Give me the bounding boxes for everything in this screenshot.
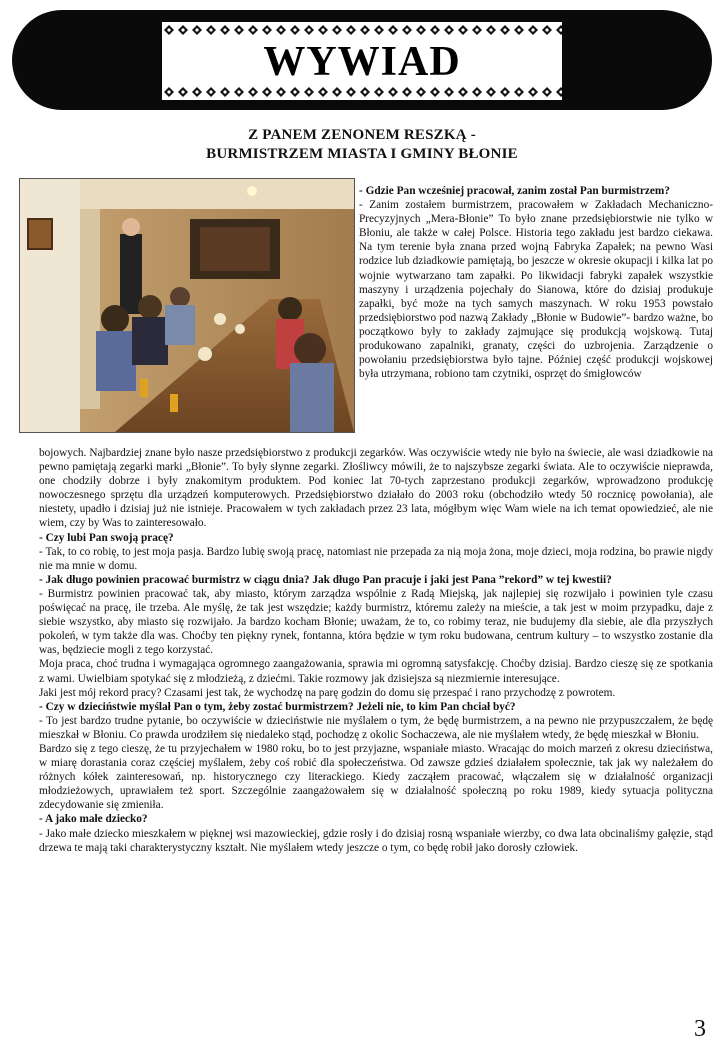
meeting-photo: [19, 178, 355, 433]
answer-paragraph: - Burmistrz powinien pracować tak, aby miasto, którym zarządza wspólnie z Radą Miejską, jak najlepiej się rozwijało i powinien tyle czasu poświęcać na pracę, ile trzeba. Ale myślę, że tak jest wszędzie; każdy burmistrz, któremu zależy na mieście, a tak jest w moim przypadku, daje z siebie wszystko, aby miasto się rozwijało. Ja bardzo kocham Błonie; uważam, że to, co robimy teraz, nie budujemy dla siebie, ale dla przyszłych pokoleń, w tym także dla was. Choćby ten piękny rynek, fontanna, która będzie w tym roku budowana, centrum kultury – to wszystko zostanie dla was, będziecie mogli z tego korzystać.: [39, 587, 713, 657]
meeting-photo-illustration: [20, 179, 354, 432]
answer-paragraph: Bardzo się z tego cieszę, że tu przyjechałem w 1980 roku, bo to jest przyjazne, wspaniałe miasto. Wracając do moich marzeń z okresu dzieciństwa, w miarę dorastania coraz częściej myślałem, żeby coś robić dla społeczeństwa. Od zawsze gdzieś działałem społecznie, tak jak wy należałem do różnych kółek zainteresowań, np. historycznego czy literackiego. Kiedy zacząłem pracować, włączałem się w działalność organizacji młodzieżowych, uprawiałem też sport. Szczególnie zaangażowałem się w działalność społeczną po roku 1989, kiedy sytuacja polityczna zdecydowanie się zmieniła.: [39, 742, 713, 812]
question-paragraph: - Czy w dzieciństwie myślał Pan o tym, żeby zostać burmistrzem? Jeżeli nie, to kim Pan chciał być?: [39, 700, 516, 713]
answer-paragraph: Moja praca, choć trudna i wymagająca ogromnego zaangażowania, sprawia mi ogromną satysfakcję. Choćby dzisiaj. Bardzo cieszę się ze spotkania z wami. Uwielbiam spotykać się z młodzieżą, z dziećmi. Takie rozmowy jak dzisiejsza są niezmiernie interesujące.: [39, 658, 713, 685]
masthead-title-box: [162, 22, 562, 100]
question-paragraph: - Gdzie Pan wcześniej pracował, zanim został Pan burmistrzem?: [359, 185, 670, 197]
page-number: 3: [694, 1016, 706, 1042]
article-intro-column: [359, 184, 713, 446]
article-headline-line-2: BURMISTRZEM MIASTA I GMINY BŁONIE: [206, 146, 518, 162]
answer-paragraph: - To jest bardzo trudne pytanie, bo oczywiście w dzieciństwie nie myślałem o tym, że będę burmistrzem, a na pewno nie przypuszczałem, że będę mieszkał w Błoniu. Co prawda urodziłem się niedaleko stąd, pochodzę z okolic Sochaczewa, ale nie myślałem wtedy, że będę mieszkał w Błoniu.: [39, 714, 713, 741]
ornament-border-bottom: [162, 86, 562, 98]
ornament-border-top: [162, 24, 562, 36]
answer-paragraph: - Tak, to co robię, to jest moja pasja. Bardzo lubię swoją pracę, natomiast nie przepada za nią moja żona, moje dzieci, moja rodzina, bo prawie nigdy nie ma mnie w domu.: [39, 545, 713, 572]
masthead-banner: [12, 10, 712, 110]
answer-paragraph: - Zanim zostałem burmistrzem, pracowałem w Zakładach Mechaniczno-Precyzyjnych „Mera-Błonie” To było znane przedsiębiorstwie nie tylko w Błoniu, ale także w całej Polsce. Historia tego zakładu jest bardzo ciekawa. Na tym terenie była znana przed wojną Fabryka Zapałek; na pewno Wasi rodzice lub dziadkowie pamiętają, bo jeszcze w okresie okupacji i kilka lat po wojnie wytwarzano tam zapałki. Po likwidacji fabryki zapałek wszystkie maszyny i urządzenia pojechały do Sianowa, które do dzisiaj produkuje zapałki, być może na tych samych maszynach. W roku 1953 powstało przedsiębiorstwo pod nazwą Zakłady „Błonie w Budowie”- bardzo ważne, bo początkowo były to zakłady zajmujące się produkcją wojskową. Tutaj produkowano zapalniki, granaty, części do uzbrojenia. Zarządzenie o powołaniu przedsiębiorstwa było tajne. Później część produkcji wojskowej była utrzymana, robiono tam czytniki, osprzęt do śmigłowców: [359, 199, 713, 381]
answer-paragraph: bojowych. Najbardziej znane było nasze przedsiębiorstwo z produkcji zegarków. Was oczywiście wtedy nie było na świecie, ale wasi dziadkowie na pewno pamiętają zegarki marki „Błonie”. To były słynne zegarki. Złośliwcy mówili, że to najszybsze zegarki świata. Ale to oczywiście nieprawda, one chodziły dobrze i były znakomitym produktem. Pod koniec lat 70-tych zaprzestano produkcji zegarków, wprowadzono produkcję nowoczesnego sprzętu dla urządzeń komputerowych. Przedsiębiorstwo działało do 2003 roku (obchodziło wtedy 50 rocznicę powołania), ale niestety, upadło i dzisiaj już nie istnieje. Pracowałem w tych zakładach przez 23 lata, mógłbym więc Wam wiele na ich temat opowiedzieć, ale nie wiem, czy by Was to zainteresowało.: [39, 447, 713, 530]
question-paragraph: - Czy lubi Pan swoją pracę?: [39, 531, 174, 544]
masthead-title: WYWIAD: [263, 39, 461, 85]
answer-paragraph: Jaki jest mój rekord pracy? Czasami jest tak, że wychodzę na parę godzin do domu się przespać i rano przychodzę z powrotem.: [39, 686, 616, 699]
question-paragraph: - A jako małe dziecko?: [39, 813, 148, 826]
article-body: [39, 446, 713, 986]
article-headline-line-1: Z PANEM ZENONEM RESZKĄ -: [248, 127, 476, 143]
question-paragraph: - Jak długo powinien pracować burmistrz w ciągu dnia? Jak długo Pan pracuje i jaki jest Pana ”rekord” w tej kwestii?: [39, 573, 612, 586]
answer-paragraph: - Jako małe dziecko mieszkałem w pięknej wsi mazowieckiej, gdzie rosły i do dzisiaj rosną wspaniałe wierzby, co dwa lata obcinaliśmy gałęzie, stąd drzewa te mają taki charakterystyczny kształt. Nie myślałem wtedy jeszcze o tym, co będę robił jako dorosły człowiek.: [39, 827, 713, 854]
